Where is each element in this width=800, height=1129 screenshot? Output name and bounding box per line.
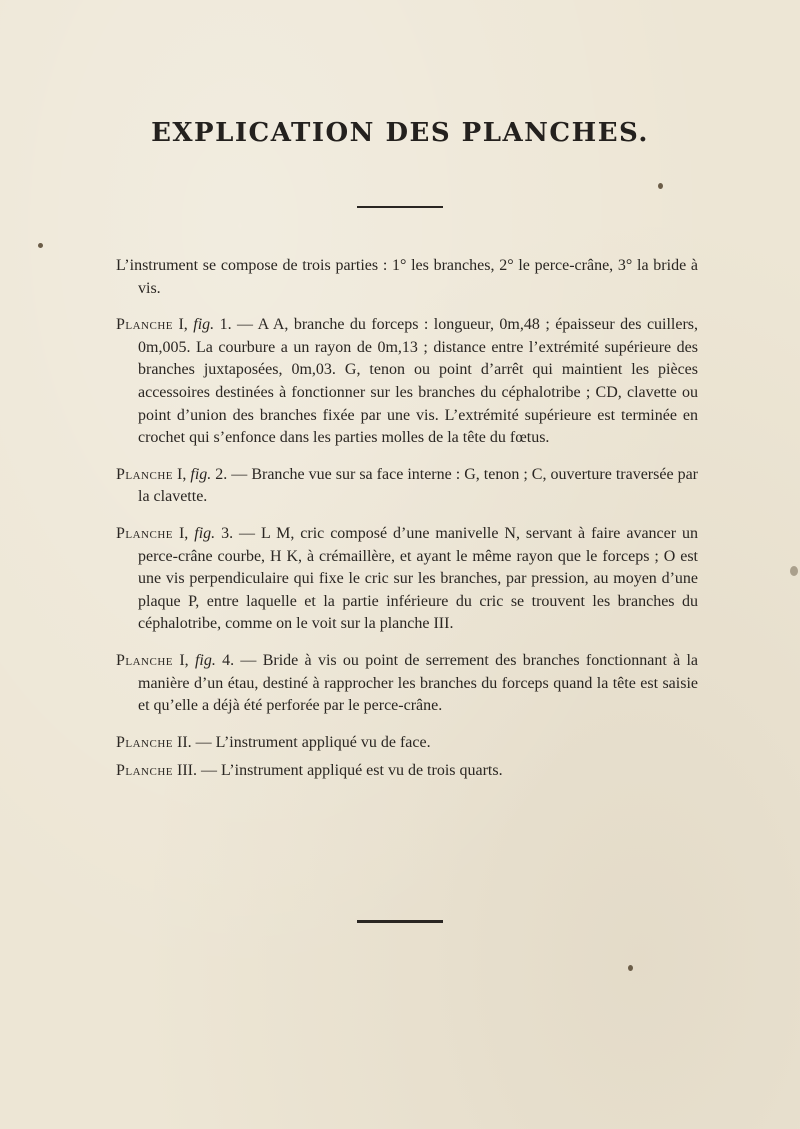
entry-body: 2. — Branche vue sur sa face interne : G, tenon ; C, ouverture traversée par la clavette.	[138, 465, 698, 506]
planche-label: Planche	[116, 651, 174, 669]
planche-numeral: I,	[178, 524, 189, 542]
paper-speck	[790, 566, 798, 576]
planche-entry	[116, 760, 698, 783]
fig-label: fig.	[193, 316, 215, 334]
planche-label: Planche	[116, 524, 174, 542]
planche-label: Planche	[116, 733, 174, 751]
paper-speck	[628, 965, 633, 971]
intro-paragraph: L’instrument se compose de trois parties : 1° les branches, 2° le perce-crâne, 3° la bride à vis.	[116, 257, 698, 297]
planche-numeral: III.	[177, 762, 197, 780]
planche-numeral: II.	[177, 733, 192, 751]
planche-numeral: I,	[178, 316, 188, 334]
planche-numeral: I,	[179, 651, 189, 669]
closing-rule	[357, 920, 443, 923]
planche-entry	[116, 523, 698, 636]
planche-entry	[116, 464, 698, 509]
planche-numeral: I,	[177, 465, 187, 483]
title-rule	[357, 206, 443, 208]
entry-body: 1. — A A, branche du forceps : longueur, 0m,48 ; épaisseur des cuillers, 0m,005. La courbure a un rayon de 0m,13 ; distance entre l’extrémité supérieure des branches juxtaposées, 0m,03. G, tenon ou point d’arrêt qui maintient les pièces accessoires destinées à fonctionner sur les branches du céphalotribe ; CD, clavette ou point d’union des branches fixée par une vis. L’extrémité supérieure est terminée en crochet qui s’enfonce dans les parties molles de la tête du fœtus.	[138, 316, 699, 447]
planche-entry	[116, 650, 698, 718]
paper-speck	[658, 183, 663, 189]
entry-body: 4. — Bride à vis ou point de serrement des branches fonctionnant à la manière d’un étau, destiné à rapprocher les branches du forceps quand la tête est saisie et qu’elle a déjà été perforée par le perce-crâne.	[138, 651, 699, 715]
fig-label: fig.	[194, 524, 216, 542]
planche-label: Planche	[116, 316, 174, 334]
planche-label: Planche	[116, 762, 174, 780]
fig-label: fig.	[194, 651, 216, 669]
planche-entry	[116, 314, 698, 450]
entry-body: — L’instrument appliqué vu de face.	[195, 733, 431, 751]
entry-body: 3. — L M, cric composé d’une manivelle N, servant à faire avancer un perce-crâne courbe, H K, à crémaillère, et ayant le même rayon que le forceps ; O est une vis perpendiculaire qui fixe le cric sur les branches, par pression, au moyen d’une plaque P, entre laquelle et la partie inférieure du cric se trouvent les branches du céphalotribe, comme on le voit sur la planche III.	[138, 524, 699, 633]
planche-label: Planche	[116, 465, 174, 483]
body-text	[116, 255, 698, 797]
entry-body: — L’instrument appliqué est vu de trois quarts.	[201, 762, 503, 780]
paper-speck	[38, 243, 43, 248]
fig-label: fig.	[190, 465, 212, 483]
planche-entry	[116, 732, 698, 755]
page-title: EXPLICATION DES PLANCHES.	[151, 118, 649, 148]
